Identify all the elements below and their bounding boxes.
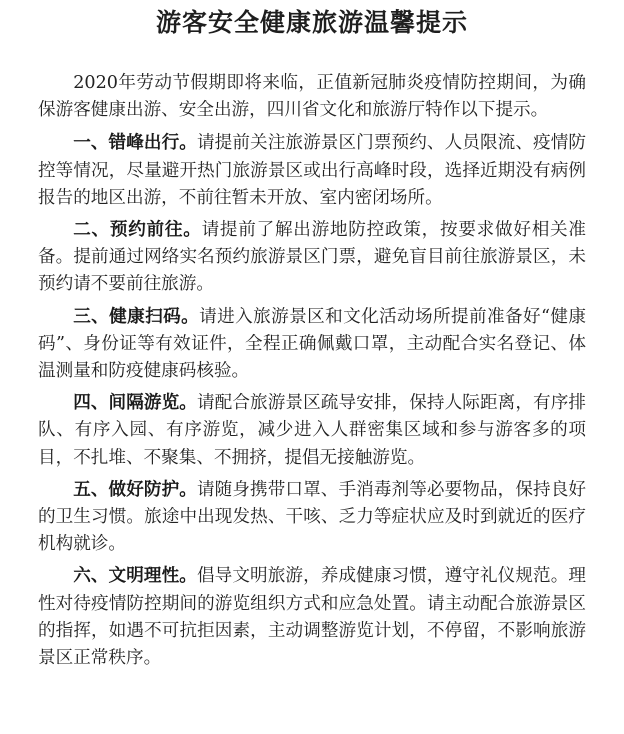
tip-heading: 三、健康扫码。	[73, 306, 200, 327]
tip-body: 请提前了解出游地防控政策，按要求做好相关准备。提前通过网络实名预约旅游景区门票，避免盲目前往旅游景区，未预约请不要前往旅游。	[38, 220, 586, 295]
tip-item-6	[38, 563, 586, 672]
tip-heading: 二、预约前往。	[73, 220, 202, 241]
tip-item-1	[38, 130, 586, 212]
tip-item-5	[38, 477, 586, 559]
tip-body: 请提前关注旅游景区门票预约、人员限流、疫情防控等情况，尽量避开热门旅游景区或出行高峰时段，选择近期没有病例报告的地区出游，不前往暂未开放、室内密闭场所。	[38, 133, 586, 208]
tip-body: 倡导文明旅游，养成健康习惯，遵守礼仪规范。理性对待疫情防控期间的游览组织方式和应急处置。请主动配合旅游景区的指挥，如遇不可抗拒因素，主动调整游览计划，不停留，不影响旅游景区正常秩序。	[38, 566, 586, 669]
tip-item-3	[38, 304, 586, 386]
tip-heading: 一、错峰出行。	[73, 133, 197, 154]
page-title: 游客安全健康旅游温馨提示	[155, 8, 468, 37]
notice-body	[38, 70, 586, 672]
tip-heading: 五、做好防护。	[73, 479, 197, 500]
intro-paragraph: 2020年劳动节假期即将来临，正值新冠肺炎疫情防控期间，为确保游客健康出游、安全出游，四川省文化和旅游厅特作以下提示。	[38, 73, 586, 121]
tip-item-2	[38, 217, 586, 299]
tip-body: 请配合旅游景区疏导安排，保持人际距离，有序排队、有序入园、有序游览，减少进入人群密集区域和参与游客多的项目，不扎堆、不聚集、不拥挤，提倡无接触游览。	[38, 393, 586, 468]
tip-body: 请进入旅游景区和文化活动场所提前准备好“健康码”、身份证等有效证件，全程正确佩戴口罩，主动配合实名登记、体温测量和防疫健康码核验。	[38, 306, 586, 382]
tip-heading: 四、间隔游览。	[73, 393, 197, 414]
tip-item-4	[38, 390, 586, 472]
tip-heading: 六、文明理性。	[73, 566, 197, 587]
tip-body: 请随身携带口罩、手消毒剂等必要物品，保持良好的卫生习惯。旅途中出现发热、干咳、乏力等症状应及时到就近的医疗机构就诊。	[38, 479, 586, 555]
